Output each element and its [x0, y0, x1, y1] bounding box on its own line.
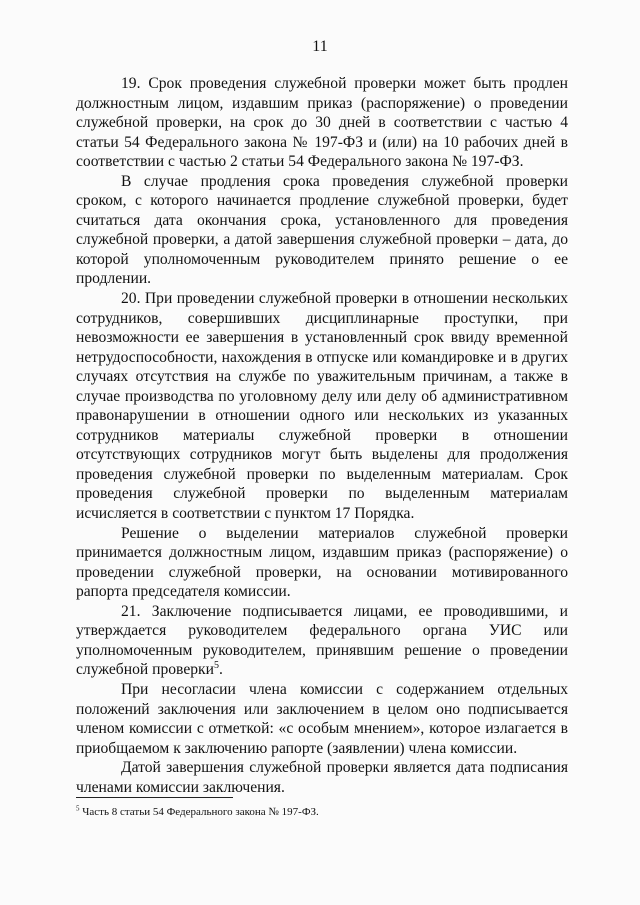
footnote: [76, 805, 568, 819]
paragraph-19: 19. Срок проведения служебной проверки может быть продлен должностным лицом, издавшим приказ (распоряжение) о проведении служебной проверки, на срок до 30 дней в соответствии с частью 4 статьи 54 Федерального закона № 197-ФЗ и (или) на 10 рабочих дней в соответствии с частью 2 статьи 54 Федерального закона № 197-ФЗ.: [76, 75, 568, 171]
footnote-reference: 5: [213, 660, 219, 672]
footnote-text: Часть 8 статьи 54 Федерального закона № 197-ФЗ.: [79, 806, 319, 818]
paragraph-21: [76, 602, 568, 680]
document-body: [76, 74, 568, 797]
paragraph-20: 20. При проведении служебной проверки в отношении нескольких сотрудников, совершивших дисциплинарные проступки, при невозможности ее завершения в установленный срок ввиду временной нетрудоспособности, нахождения в отпуске или командировке и в других случаях отсутствия на службе по уважительным причинам, а также в случае производства по уголовному делу или делу об административном правонарушении в отношении одного или нескольких из указанных сотрудников материалы служебной проверки в отношении отсутствующих сотрудников могут быть выделены для продолжения проведения служебной проверки по выделенным материалам. Срок проведения служебной проверки по выделенным материалам исчисляется в соответствии с пунктом 17 Порядка.: [76, 290, 568, 523]
paragraph-21-disagreement: При несогласии члена комиссии с содержанием отдельных положений заключения или заключением в целом оно подписывается членом комиссии с отметкой: «с особым мнением», которое излагается в приобщаемом к заключению рапорте (заявлении) члена комиссии.: [76, 680, 568, 757]
paragraph-21-completion-date: Датой завершения служебной проверки является дата подписания членами комиссии заключения.: [76, 759, 568, 796]
footnote-divider: [76, 797, 233, 798]
paragraph-19-extension: В случае продления срока проведения служебной проверки сроком, с которого начинается продление служебной проверки, будет считаться дата окончания срока, установленного для проведения служебной проверки, а датой завершения служебной проверки – дата, до которой уполномоченным руководителем принято решение о ее продлении.: [76, 172, 568, 288]
paragraph-21-text: 21. Заключение подписывается лицами, ее проводившими, и утверждается руководителем федерального органа УИС или уполномоченным руководителем, принявшим решение о проведении служебной проверки: [76, 602, 568, 679]
paragraph-20-decision: Решение о выделении материалов служебной проверки принимается должностным лицом, издавшим приказ (распоряжение) о проведении служебной проверки, на основании мотивированного рапорта председателя комиссии.: [76, 524, 568, 601]
paragraph-21-end: .: [218, 661, 223, 679]
page-number: 11: [312, 38, 328, 55]
footnote-marker: 5: [76, 804, 80, 813]
